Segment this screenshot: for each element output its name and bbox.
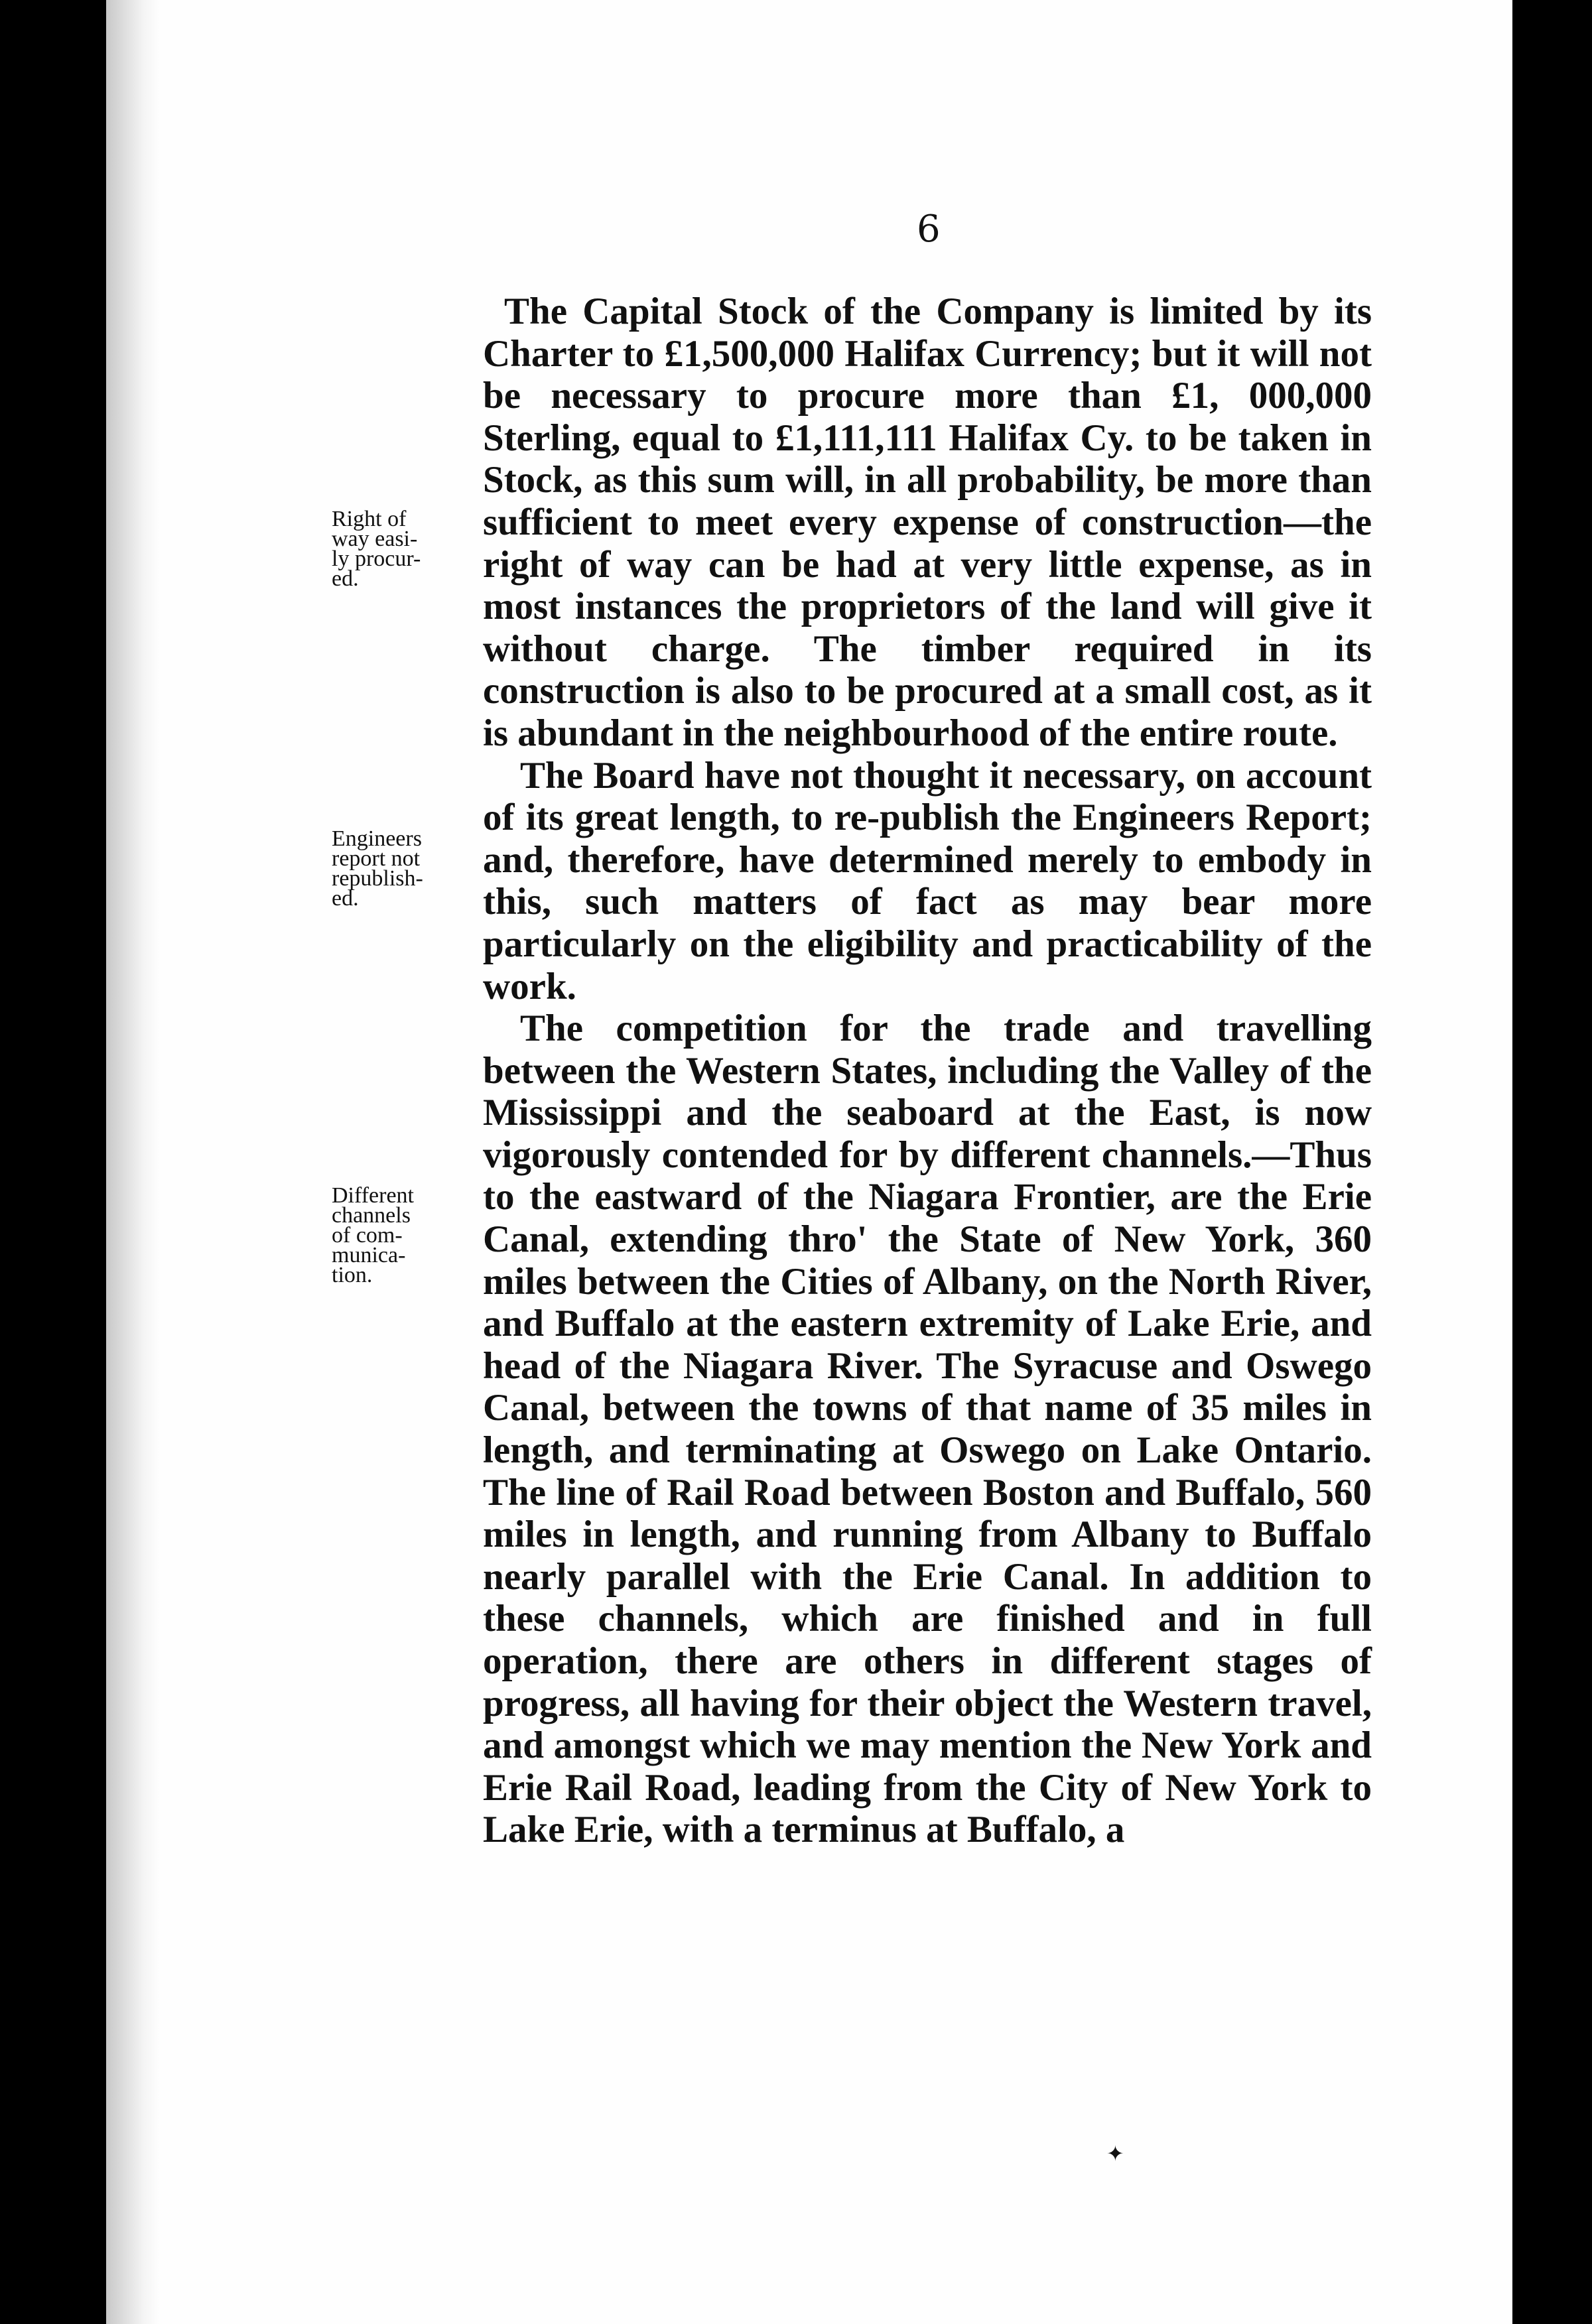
paragraph-engineers-report: The Board have not thought it necessary, on account of its great length, to re-publish the Engineers Report; and, therefore, have determined merely to embody in this, such matters of fact as may bear more particularly on the eligibility and practicability of the work. xyxy=(483,754,1372,1007)
margin-note-engineers-report: Engineers report not republish- ed. xyxy=(332,826,423,911)
printer-mark-icon: ✦ xyxy=(1106,2141,1124,2166)
page-binding-edge xyxy=(106,0,159,2324)
body-text xyxy=(483,290,1372,1851)
paragraph-capital-stock: The Capital Stock of the Company is limited by its Charter to £1,500,000 Halifax Currency; but it will not be necessary to procure more than £1, 000,000 Sterling, equal to £1,111,111 Halifax Cy. to be taken in Stock, as this sum will, in all probability, be more than sufficient to meet every expense of construction—the right of way can be had at very little expense, as in most instances the proprietors of the land will give it without charge. The timber required in its construction is also to be procured at a small cost, as it is abundant in the neighbourhood of the entire route. xyxy=(483,290,1372,754)
paragraph-competition: The competition for the trade and travelling between the Western States, including the Valley of the Mississippi and the seaboard at the East, is now vigorously contended for by different channels.—Thus to the eastward of the Niagara Frontier, are the Erie Canal, extending thro' the State of New York, 360 miles between the Cities of Albany, on the North River, and Buffalo at the eastern extremity of Lake Erie, and head of the Niagara River. The Syracuse and Oswego Canal, between the towns of that name of 35 miles in length, and terminating at Oswego on Lake Ontario. The line of Rail Road between Boston and Buffalo, 560 miles in length, and running from Albany to Buffalo nearly parallel with the Erie Canal. In addition to these channels, which are finished and in full operation, there are others in different stages of progress, all having for their object the Western travel, and amongst which we may mention the New York and Erie Rail Road, leading from the City of New York to Lake Erie, with a terminus at Buffalo, a xyxy=(483,1007,1372,1851)
margin-note-right-of-way: Right of way easi- ly procur- ed. xyxy=(332,507,421,591)
margin-note-channels: Different channels of com- munica- tion. xyxy=(332,1183,414,1287)
page-number: 6 xyxy=(917,208,941,251)
